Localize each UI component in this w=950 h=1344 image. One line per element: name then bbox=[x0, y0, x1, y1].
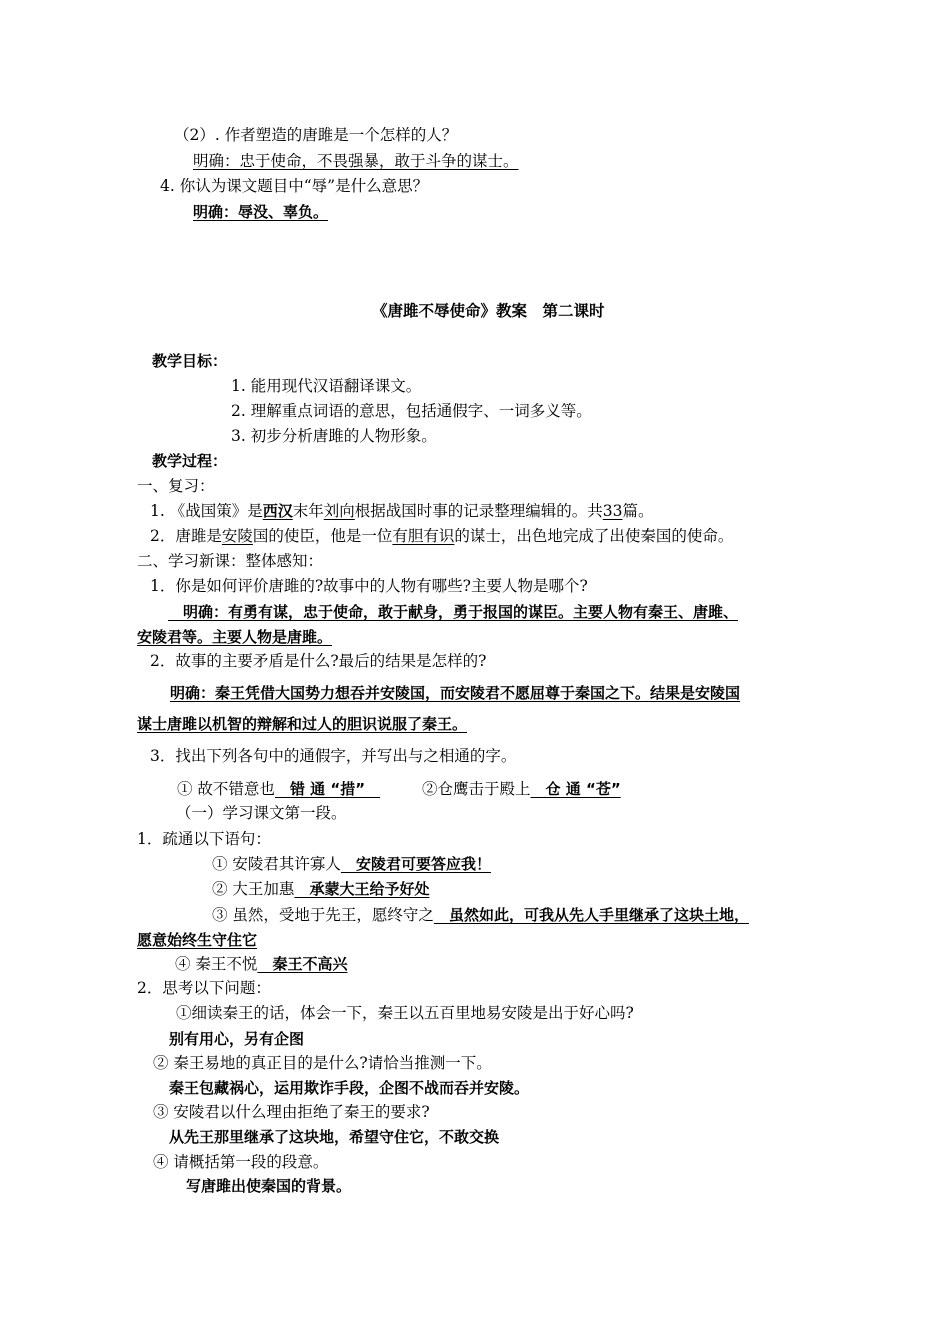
questions-heading: 2．思考以下问题： bbox=[137, 979, 271, 997]
sentence-1: ① 安陵君其许寡人 安陵君可要答应我！ bbox=[212, 855, 491, 873]
review-item-2: 2．唐雎是安陵国的使臣，他是一位有胆有识的谋士，出色地完成了出使秦国的使命。 bbox=[150, 527, 734, 545]
new-lesson-heading: 二、学习新课：整体感知： bbox=[137, 552, 324, 570]
goal-item-3: 3. 初步分析唐雎的人物形象。 bbox=[231, 427, 437, 445]
process-heading: 教学过程： bbox=[152, 452, 228, 470]
sentence-2: ② 大王加惠 承蒙大王给予好处 bbox=[212, 880, 430, 898]
question-4: 4. 你认为课文题目中“辱”是什么意思？ bbox=[160, 177, 429, 195]
new-answer-2-line2: 谋士唐雎以机智的辩解和过人的胆识说服了秦王。 bbox=[137, 715, 468, 733]
goals-heading: 教学目标： bbox=[152, 352, 228, 370]
question-4-answer: 明确：辱没、辜负。 bbox=[193, 203, 329, 221]
new-answer-2-line1: 明确：秦王凭借大国势力想吞并安陵国，而安陵君不愿屈尊于秦国之下。结果是安陵国 bbox=[170, 684, 741, 702]
sentences-heading: 1．疏通以下语句： bbox=[137, 830, 271, 848]
new-question-3: 3．找出下列各句中的通假字，并写出与之相通的字。 bbox=[150, 747, 517, 765]
think-answer-4: 写唐雎出使秦国的背景。 bbox=[186, 1177, 352, 1195]
think-question-2: ② 秦王易地的真正目的是什么?请恰当推测一下。 bbox=[153, 1054, 492, 1072]
think-question-1: ①细读秦王的话，体会一下，秦王以五百里地易安陵是出于好心吗? bbox=[176, 1004, 634, 1022]
goal-item-1: 1. 能用现代汉语翻译课文。 bbox=[231, 377, 422, 395]
think-question-3: ③ 安陵君以什么理由拒绝了秦王的要求? bbox=[153, 1103, 430, 1121]
review-item-1: 1. 《战国策》是西汉末年刘向根据战国时事的记录整理编辑的。共33篇。 bbox=[150, 502, 654, 520]
think-answer-2: 秦王包藏祸心，运用欺诈手段，企图不战而吞并安陵。 bbox=[169, 1079, 530, 1097]
new-answer-1-line1: 明确：有勇有谋，忠于使命，敢于献身，勇于报国的谋臣。主要人物有秦王、唐雎、 bbox=[168, 603, 739, 621]
new-question-1: 1．你是如何评价唐雎的?故事中的人物有哪些?主要人物是哪个? bbox=[150, 577, 588, 595]
goal-item-2: 2. 理解重点词语的意思，包括通假字、一词多义等。 bbox=[231, 402, 592, 420]
new-answer-1-line2: 安陵君等。主要人物是唐雎。 bbox=[137, 628, 333, 646]
new-question-2: 2．故事的主要矛盾是什么?最后的结果是怎样的? bbox=[150, 652, 487, 670]
tongjia-item-a: ① 故不错意也 错 通 “措” bbox=[177, 780, 381, 798]
review-heading: 一、复习： bbox=[137, 477, 215, 495]
sentence-3: ③ 虽然，受地于先王，愿终守之 虽然如此，可我从先人手里继承了这块土地， bbox=[212, 906, 749, 924]
think-answer-3: 从先王那里继承了这块地，希望守住它，不敢交换 bbox=[169, 1128, 500, 1146]
section-1-heading: （一）学习课文第一段。 bbox=[176, 804, 347, 822]
question-2-answer: 明确：忠于使命，不畏强暴，敢于斗争的谋士。 bbox=[193, 152, 519, 170]
think-answer-1: 别有用心，另有企图 bbox=[169, 1030, 305, 1048]
sentence-3-answer-cont: 愿意始终生守住它 bbox=[137, 931, 258, 949]
tongjia-item-b: ②仓鹰击于殿上 仓 通 “苍” bbox=[422, 780, 621, 798]
sentence-4: ④ 秦王不悦 秦王不高兴 bbox=[175, 955, 348, 973]
page-title: 《唐雎不辱使命》教案 第二课时 bbox=[372, 302, 605, 320]
think-question-4: ④ 请概括第一段的段意。 bbox=[153, 1153, 329, 1171]
question-2: （2）. 作者塑造的唐雎是一个怎样的人？ bbox=[174, 126, 458, 144]
